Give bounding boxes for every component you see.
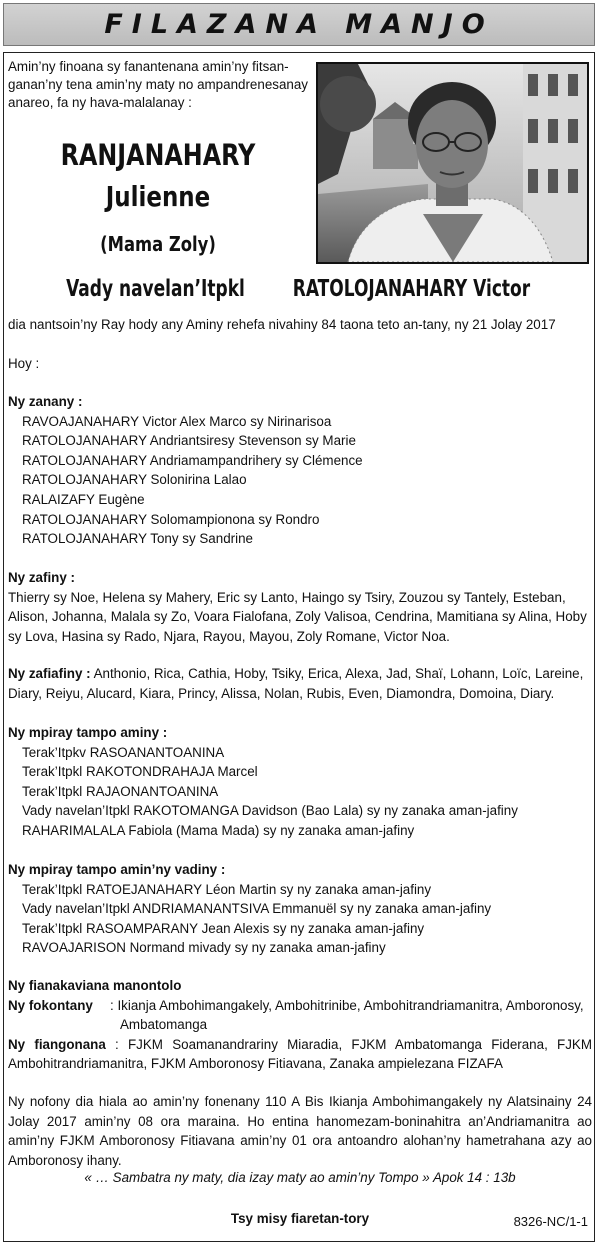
header-banner: [3, 3, 595, 46]
list-item: RALAIZAFY Eugène: [22, 491, 145, 507]
spouse-name: RATOLOJANAHARY Victor: [292, 276, 530, 302]
fiangonana-label: Ny fiangonana: [8, 1036, 106, 1052]
text-line: sy Lova, Hasina sy Rado, Njara, Rayou, Mayou, Zoly Romane, Victor Noa.: [8, 628, 450, 644]
list-item: RAVOAJARISON Normand mivady sy ny zanaka aman-jafiny: [22, 940, 386, 956]
portrait-photo: [316, 62, 589, 264]
list-item: Vady navelan’Itpkl RAKOTOMANGA Davidson (Bao Lala) sy ny zanaka aman-jafiny: [22, 803, 518, 819]
death-announcement: dia nantsoin’ny Ray hody any Aminy rehefa nivahiny 84 taona teto an-tany, ny 21 Jolay 2017: [8, 317, 556, 332]
portrait-image: [318, 64, 587, 262]
spouse-siblings-section: [8, 860, 592, 958]
list-item: Terak’Itpkl RAJAONANTOANINA: [22, 783, 219, 799]
children-section: [8, 392, 592, 549]
text-line: Anthonio, Rica, Cathia, Hoby, Tsiky, Erica, Alexa, Jad, Shaï, Lohann, Loïc, Lareine,: [90, 666, 584, 681]
text-line: Alison, Johanna, Malala sy Zo, Voara Fialofana, Zoly Valisoa, Cendrina, Mamitiana sy Alina, Hoby: [8, 609, 587, 625]
siblings-heading: Ny mpiray tampo aminy :: [8, 725, 168, 740]
list-item: Terak’Itpkl RASOAMPARANY Jean Alexis sy ny zanaka aman-jafiny: [22, 920, 425, 936]
text-line: Thierry sy Noe, Helena sy Mahery, Eric sy Lanto, Haingo sy Tsiry, Zouzou sy Tantely, Esteban,: [8, 589, 566, 605]
spouse-siblings-heading: Ny mpiray tampo amin’ny vadiny :: [8, 862, 226, 877]
fiangonana-text: : FJKM Soamanandrariny Miaradia, FJKM Ambatomanga Fiderana, FJKM Ambohitrandriamanitra, FJKM Amboronosy Fitiavana, Zanaka ampielezana FIZAFA: [8, 1036, 592, 1072]
list-item: Terak’Itpkl RAKOTONDRAHAJA Marcel: [22, 764, 258, 780]
banner-title: FILAZANA MANJO: [104, 9, 494, 40]
fokontany-label: Ny fokontany: [8, 997, 93, 1013]
grandchildren-heading: Ny zafiny :: [8, 570, 75, 585]
family-section: [8, 976, 592, 1074]
list-item: RATOLOJANAHARY Solomampionona sy Rondro: [22, 511, 320, 527]
list-item: RATOLOJANAHARY Solonirina Lalao: [22, 472, 247, 488]
list-item: Terak’Itpkl RATOEJANAHARY Léon Martin sy ny zanaka aman-jafiny: [22, 881, 432, 897]
reference-code: 8326-NC/1-1: [513, 1214, 588, 1229]
closing-note: Tsy misy fiaretan-tory: [230, 1211, 370, 1226]
deceased-surname: RANJANAHARY: [60, 138, 256, 172]
list-item: RAVOAJANAHARY Victor Alex Marco sy Nirinarisoa: [22, 413, 332, 429]
list-item: Vady navelan’Itpkl ANDRIAMANANTSIVA Emmanuël sy ny zanaka aman-jafiny: [22, 901, 492, 917]
text-line: Diary, Reiyu, Alucard, Kiara, Princy, Alissa, Nolan, Rubis, Even, Diamondra, Domoina, Diary.: [8, 685, 555, 701]
list-item: RAHARIMALALA Fabiola (Mama Mada) sy ny zanaka aman-jafiny: [22, 822, 415, 838]
funeral-details: Ny nofony dia hiala ao amin’ny fonenany 110 A Bis Ikianja Ambohimangakely ny Alatsinainy 24 Jolay 2017 amin’ny 08 ora maraina. Ho entina hanomezam-boninahitra an’Andriamanitra ao amin’ny FJKM Amboronosy Fitiavana amin’ny 01 ora antoandro alohan’ny hametrahana azy ao Amboronosy ihany.: [8, 1094, 592, 1168]
list-item: RATOLOJANAHARY Andriamampandrihery sy Clémence: [22, 452, 363, 468]
spouse-line: [0, 276, 600, 302]
great-grandchildren-section: [8, 664, 592, 703]
bible-quote: « … Sambatra ny maty, dia izay maty ao amin’ny Tompo » Apok 14 : 13b: [84, 1170, 516, 1185]
great-grandchildren-heading: Ny zafiafiny :: [8, 666, 91, 681]
children-heading: Ny zanany :: [8, 394, 83, 409]
fokontany-text: : Ikianja Ambohimangakely, Ambohitrinibe, Ambohitrandriamanitra, Amboronosy,: [110, 997, 584, 1013]
spouse-prefix: Vady navelan’Itpkl: [65, 276, 245, 302]
grandchildren-section: [8, 568, 592, 646]
siblings-section: [8, 723, 592, 841]
list-item: RATOLOJANAHARY Tony sy Sandrine: [22, 531, 253, 547]
deceased-firstname: Julienne: [105, 180, 211, 213]
family-heading: Ny fianakaviana manontolo: [8, 978, 182, 993]
fokontany-text-cont: Ambatomanga: [120, 1017, 208, 1033]
list-item: RATOLOJANAHARY Andriantsiresy Stevenson sy Marie: [22, 433, 356, 449]
intro-text: Amin’ny finoana sy fanantenana amin’ny fitsan-ganan’ny tena amin’ny maty no ampandrenesanay anareo, fa ny hava-malalanay :: [8, 59, 308, 110]
deceased-nickname: (Mama Zoly): [100, 232, 216, 256]
hoy-label: Hoy :: [8, 356, 40, 371]
list-item: Terak’Itpkv RASOANANTOANINA: [22, 744, 225, 760]
